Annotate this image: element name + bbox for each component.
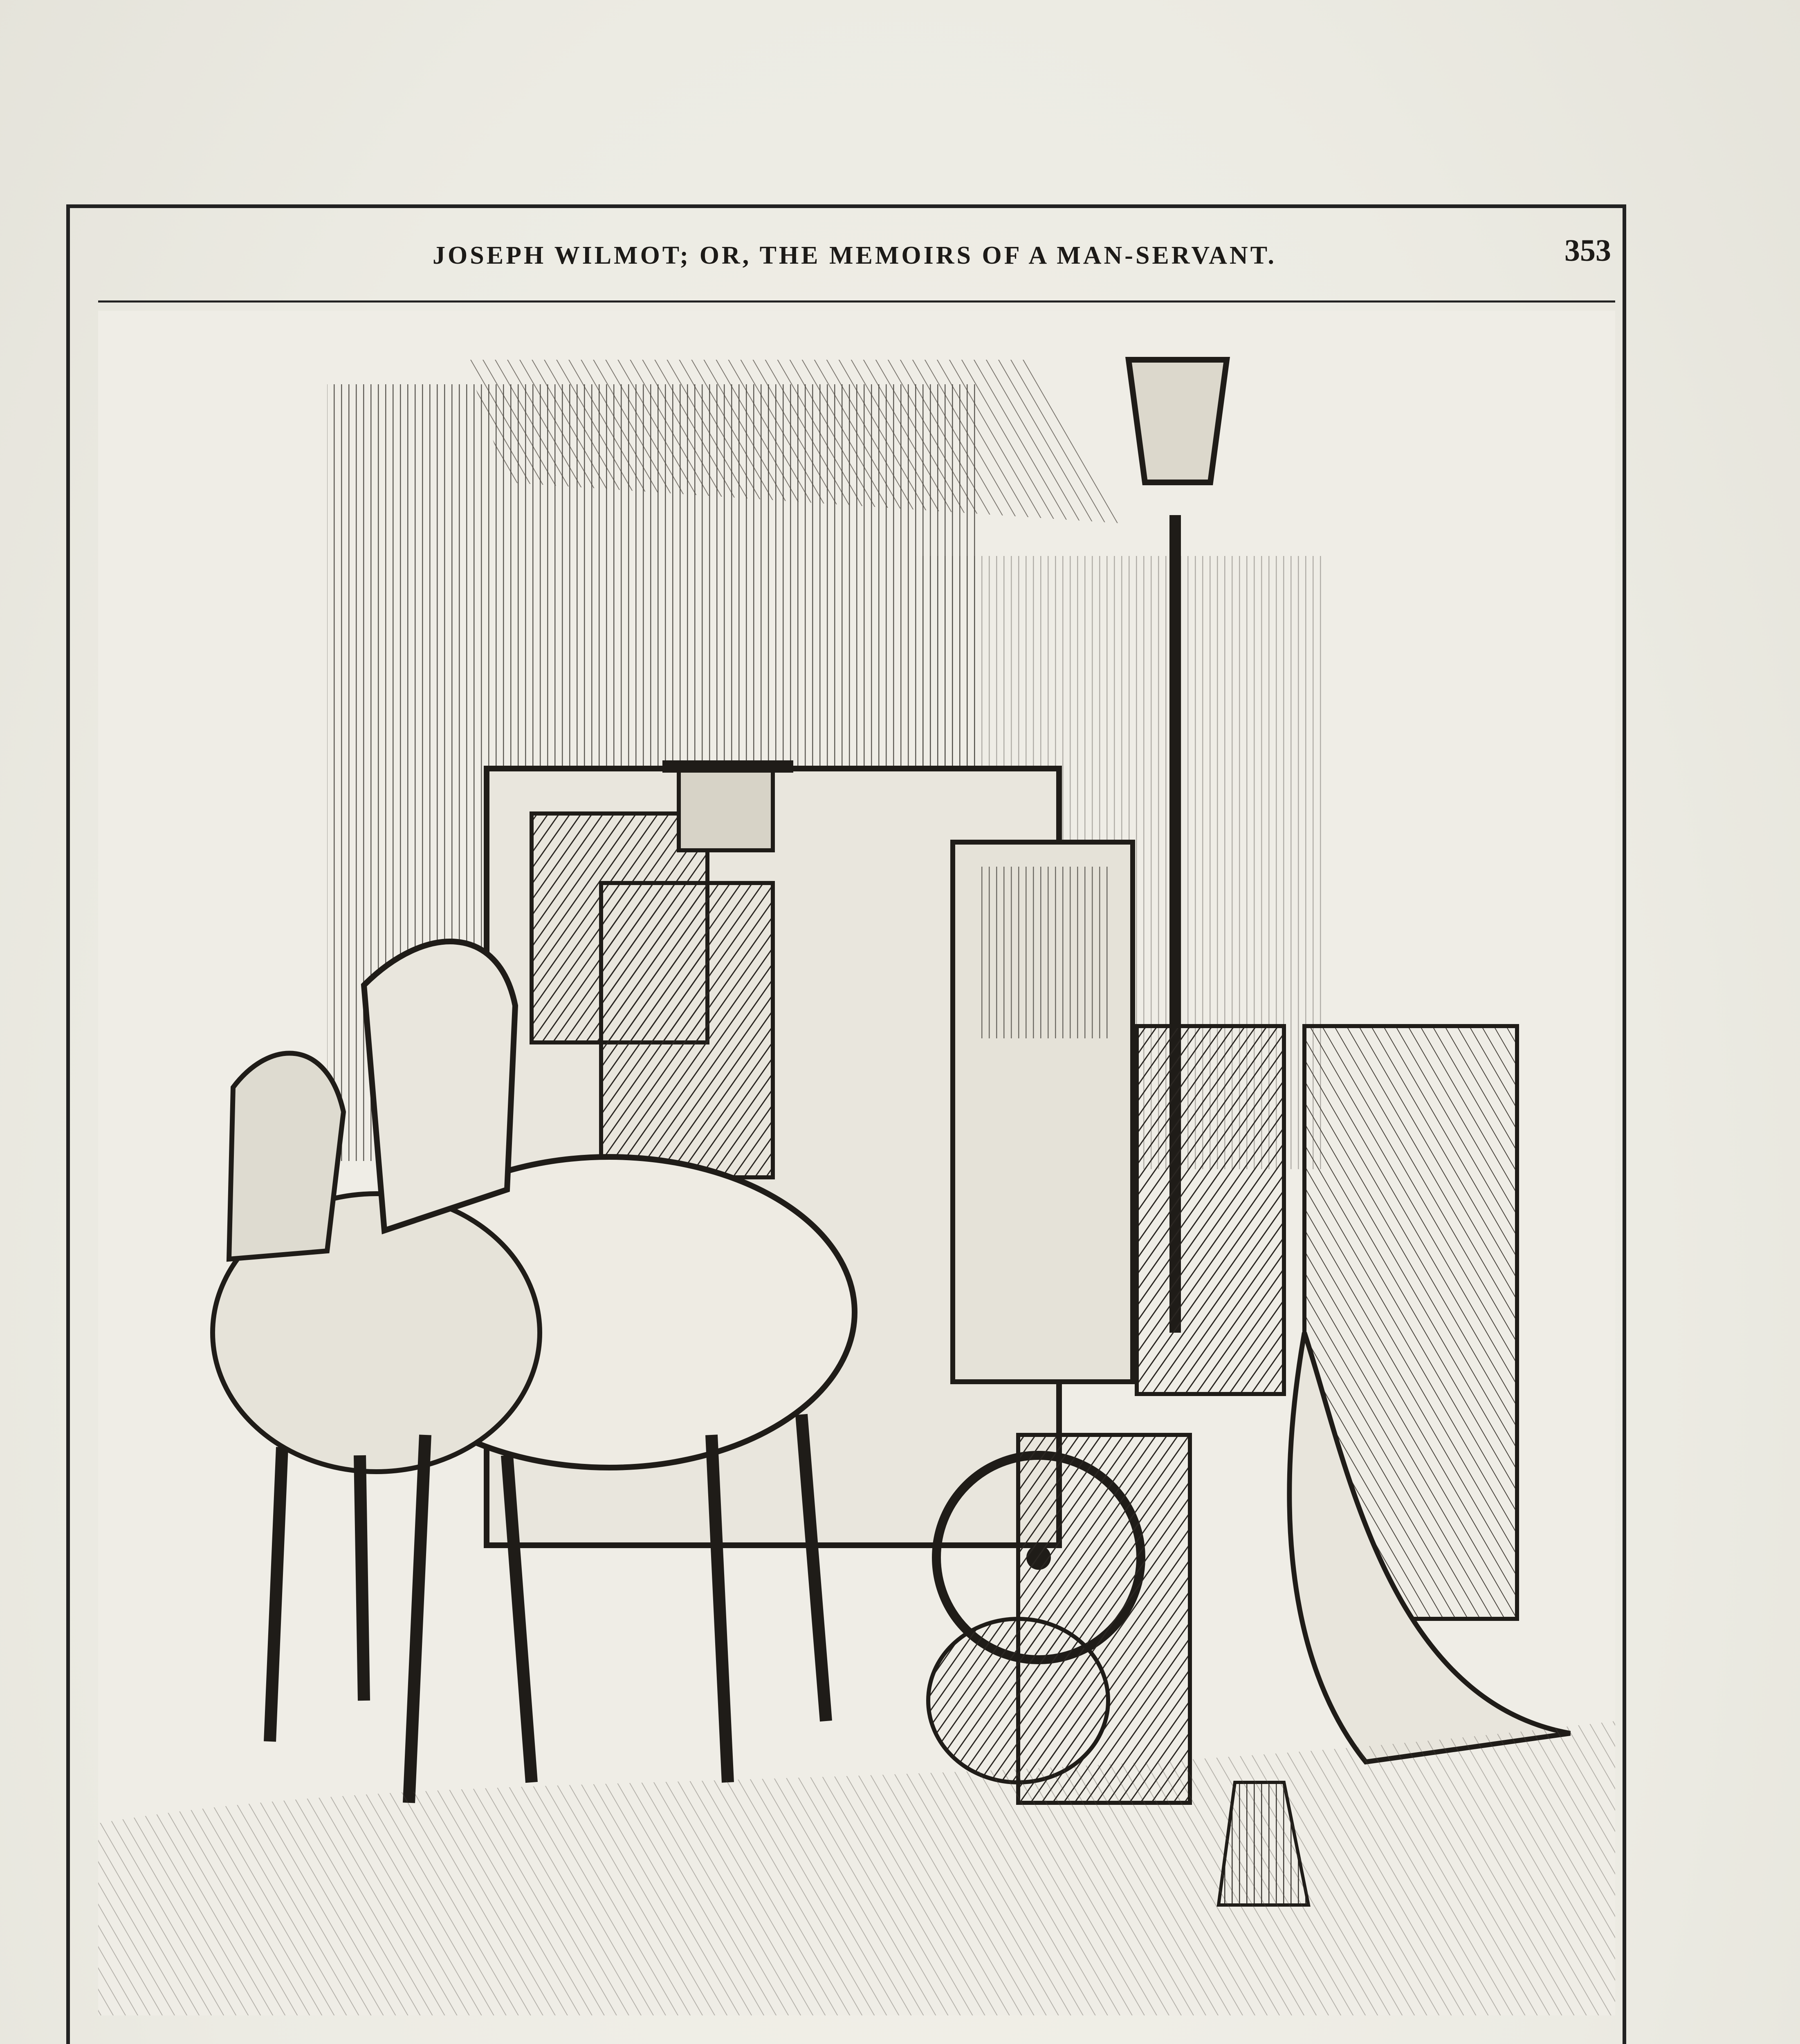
page-header	[98, 229, 1611, 282]
engraving-illustration	[98, 311, 1615, 2015]
header-rule	[98, 300, 1615, 303]
page-number: 353	[1564, 233, 1611, 268]
running-title: JOSEPH WILMOT; OR, THE MEMOIRS OF A MAN-SERVANT.	[433, 241, 1277, 269]
engraving-carriage-street-scene-icon	[98, 311, 1615, 2015]
